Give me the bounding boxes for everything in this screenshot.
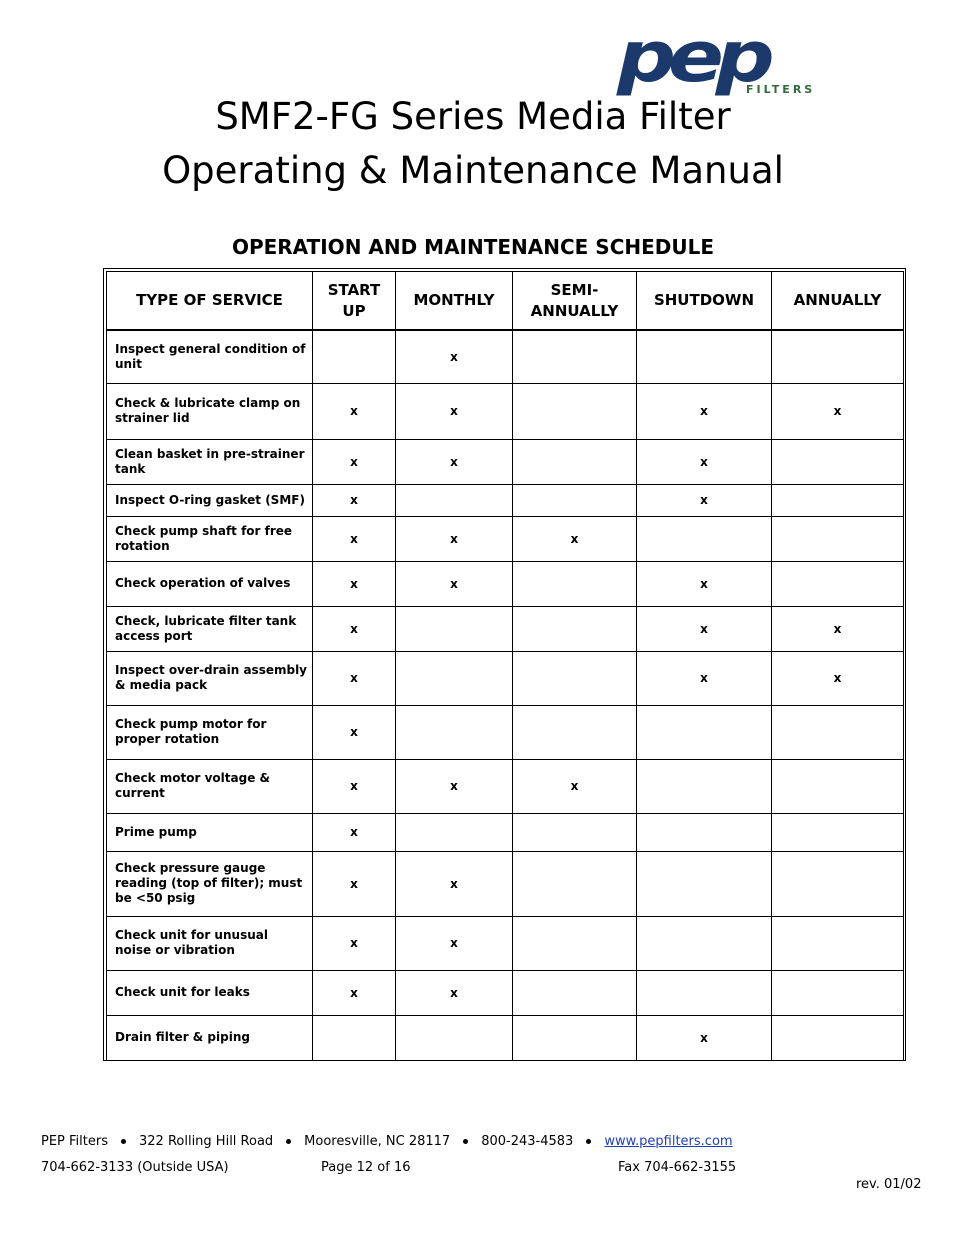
schedule-mark-cell	[513, 813, 637, 851]
schedule-mark-cell	[513, 561, 637, 606]
bullet-icon	[586, 1139, 591, 1144]
schedule-mark-cell: x	[313, 383, 396, 439]
schedule-mark-cell: x	[772, 651, 904, 705]
service-type-cell: Check unit for unusual noise or vibration	[107, 916, 313, 970]
schedule-mark-cell	[396, 606, 513, 651]
service-type-cell: Clean basket in pre-strainer tank	[107, 439, 313, 484]
footer-company: PEP Filters	[41, 1134, 108, 1149]
schedule-mark-cell	[772, 561, 904, 606]
schedule-mark-cell	[513, 916, 637, 970]
schedule-mark-cell: x	[396, 759, 513, 813]
schedule-mark-cell	[637, 759, 772, 813]
schedule-mark-cell: x	[637, 606, 772, 651]
table-row	[107, 813, 904, 851]
schedule-mark-cell	[396, 1015, 513, 1060]
schedule-mark-cell: x	[396, 330, 513, 383]
schedule-mark-cell	[637, 330, 772, 383]
schedule-mark-cell	[772, 705, 904, 759]
bullet-icon	[463, 1139, 468, 1144]
table-row	[107, 759, 904, 813]
service-type-cell: Check & lubricate clamp on strainer lid	[107, 383, 313, 439]
schedule-mark-cell	[313, 1015, 396, 1060]
table-row	[107, 1015, 904, 1060]
schedule-mark-cell	[772, 759, 904, 813]
service-type-cell: Inspect over-drain assembly & media pack	[107, 651, 313, 705]
column-header-0	[107, 272, 313, 331]
schedule-mark-cell	[513, 651, 637, 705]
column-header-5	[772, 272, 904, 331]
schedule-mark-cell: x	[772, 606, 904, 651]
schedule-mark-cell	[396, 813, 513, 851]
schedule-mark-cell: x	[637, 439, 772, 484]
column-header-text: TYPE OF SERVICE	[136, 291, 283, 309]
schedule-mark-cell: x	[313, 851, 396, 916]
column-header-text: ANNUALLY	[530, 301, 619, 320]
schedule-mark-cell	[772, 970, 904, 1015]
schedule-mark-cell: x	[396, 970, 513, 1015]
pep-filters-logo	[617, 16, 816, 98]
table-row	[107, 561, 904, 606]
table-row	[107, 916, 904, 970]
schedule-mark-cell: x	[637, 651, 772, 705]
footer-contact-line	[41, 1134, 733, 1149]
schedule-mark-cell: x	[313, 970, 396, 1015]
column-header-2	[396, 272, 513, 331]
table-row	[107, 851, 904, 916]
schedule-mark-cell: x	[313, 759, 396, 813]
table-row	[107, 651, 904, 705]
schedule-mark-cell	[513, 606, 637, 651]
schedule-mark-cell: x	[637, 484, 772, 516]
service-type-cell: Check operation of valves	[107, 561, 313, 606]
logo-subtitle: FILTERS	[746, 83, 816, 96]
schedule-mark-cell	[772, 516, 904, 561]
service-type-cell: Check unit for leaks	[107, 970, 313, 1015]
table-row	[107, 484, 904, 516]
document-title-line1: SMF2-FG Series Media Filter	[215, 95, 731, 138]
schedule-mark-cell	[313, 330, 396, 383]
service-type-cell: Prime pump	[107, 813, 313, 851]
schedule-mark-cell	[637, 516, 772, 561]
schedule-mark-cell	[637, 851, 772, 916]
schedule-mark-cell: x	[313, 606, 396, 651]
footer-website-link[interactable]: www.pepfilters.com	[604, 1134, 733, 1149]
footer-page-number: Page 12 of 16	[321, 1160, 411, 1175]
schedule-mark-cell: x	[313, 916, 396, 970]
schedule-mark-cell: x	[637, 1015, 772, 1060]
schedule-mark-cell: x	[313, 561, 396, 606]
schedule-mark-cell	[772, 851, 904, 916]
schedule-mark-cell	[772, 484, 904, 516]
bullet-icon	[121, 1139, 126, 1144]
schedule-mark-cell: x	[313, 516, 396, 561]
service-type-cell: Inspect O-ring gasket (SMF)	[107, 484, 313, 516]
schedule-mark-cell	[513, 851, 637, 916]
schedule-mark-cell: x	[313, 705, 396, 759]
column-header-1	[313, 272, 396, 331]
schedule-mark-cell: x	[772, 383, 904, 439]
table-row	[107, 383, 904, 439]
schedule-mark-cell: x	[396, 916, 513, 970]
schedule-mark-cell: x	[396, 383, 513, 439]
schedule-mark-cell	[772, 330, 904, 383]
schedule-mark-cell	[513, 383, 637, 439]
schedule-mark-cell	[513, 484, 637, 516]
column-header-text: START	[327, 280, 381, 299]
schedule-mark-cell: x	[396, 516, 513, 561]
service-type-cell: Check motor voltage & current	[107, 759, 313, 813]
schedule-mark-cell	[513, 330, 637, 383]
schedule-mark-cell	[772, 1015, 904, 1060]
schedule-mark-cell: x	[513, 759, 637, 813]
schedule-mark-cell	[396, 651, 513, 705]
schedule-mark-cell: x	[396, 851, 513, 916]
schedule-mark-cell: x	[313, 484, 396, 516]
column-header-text: UP	[342, 301, 366, 320]
table-row	[107, 330, 904, 383]
schedule-mark-cell	[513, 1015, 637, 1060]
table-header-row	[107, 272, 904, 331]
service-type-cell: Check pump motor for proper rotation	[107, 705, 313, 759]
schedule-mark-cell: x	[637, 561, 772, 606]
column-header-3	[513, 272, 637, 331]
column-header-text: SEMI-	[550, 280, 599, 299]
table-body	[107, 330, 904, 1060]
table-row	[107, 516, 904, 561]
maintenance-schedule-table-frame	[103, 268, 906, 1061]
schedule-mark-cell	[772, 813, 904, 851]
table-row	[107, 439, 904, 484]
service-type-cell: Check pump shaft for free rotation	[107, 516, 313, 561]
schedule-mark-cell	[513, 439, 637, 484]
column-header-4	[637, 272, 772, 331]
footer-address: 322 Rolling Hill Road	[139, 1134, 274, 1149]
schedule-mark-cell: x	[313, 439, 396, 484]
column-header-text: SHUTDOWN	[653, 291, 755, 309]
footer-city: Mooresville, NC 28117	[304, 1134, 451, 1149]
service-type-cell: Check pressure gauge reading (top of filter); must be <50 psig	[107, 851, 313, 916]
schedule-mark-cell	[772, 916, 904, 970]
schedule-mark-cell	[513, 970, 637, 1015]
footer-phone: 800-243-4583	[481, 1134, 574, 1149]
column-header-text: MONTHLY	[413, 291, 495, 309]
schedule-mark-cell	[513, 705, 637, 759]
logo-wordmark: pep	[617, 16, 767, 98]
maintenance-schedule-table	[106, 271, 904, 1061]
schedule-mark-cell	[637, 916, 772, 970]
footer-fax: Fax 704-662-3155	[618, 1160, 737, 1175]
table-row	[107, 705, 904, 759]
column-header-text: ANNUALLY	[793, 291, 882, 309]
schedule-mark-cell: x	[313, 651, 396, 705]
footer-phone-outside: 704-662-3133 (Outside USA)	[41, 1160, 229, 1175]
schedule-mark-cell	[637, 705, 772, 759]
service-type-cell: Check, lubricate filter tank access port	[107, 606, 313, 651]
schedule-mark-cell	[637, 970, 772, 1015]
bullet-icon	[286, 1139, 291, 1144]
table-row	[107, 606, 904, 651]
schedule-mark-cell: x	[637, 383, 772, 439]
schedule-mark-cell	[772, 439, 904, 484]
service-type-cell: Drain filter & piping	[107, 1015, 313, 1060]
schedule-mark-cell	[637, 813, 772, 851]
service-type-cell: Inspect general condition of unit	[107, 330, 313, 383]
schedule-mark-cell	[396, 705, 513, 759]
schedule-mark-cell: x	[313, 813, 396, 851]
schedule-heading: OPERATION AND MAINTENANCE SCHEDULE	[231, 235, 715, 259]
table-row	[107, 970, 904, 1015]
schedule-mark-cell: x	[396, 561, 513, 606]
schedule-mark-cell	[396, 484, 513, 516]
footer-revision: rev. 01/02	[856, 1177, 922, 1192]
schedule-mark-cell: x	[396, 439, 513, 484]
schedule-mark-cell: x	[513, 516, 637, 561]
document-title-line2: Operating & Maintenance Manual	[162, 149, 784, 192]
